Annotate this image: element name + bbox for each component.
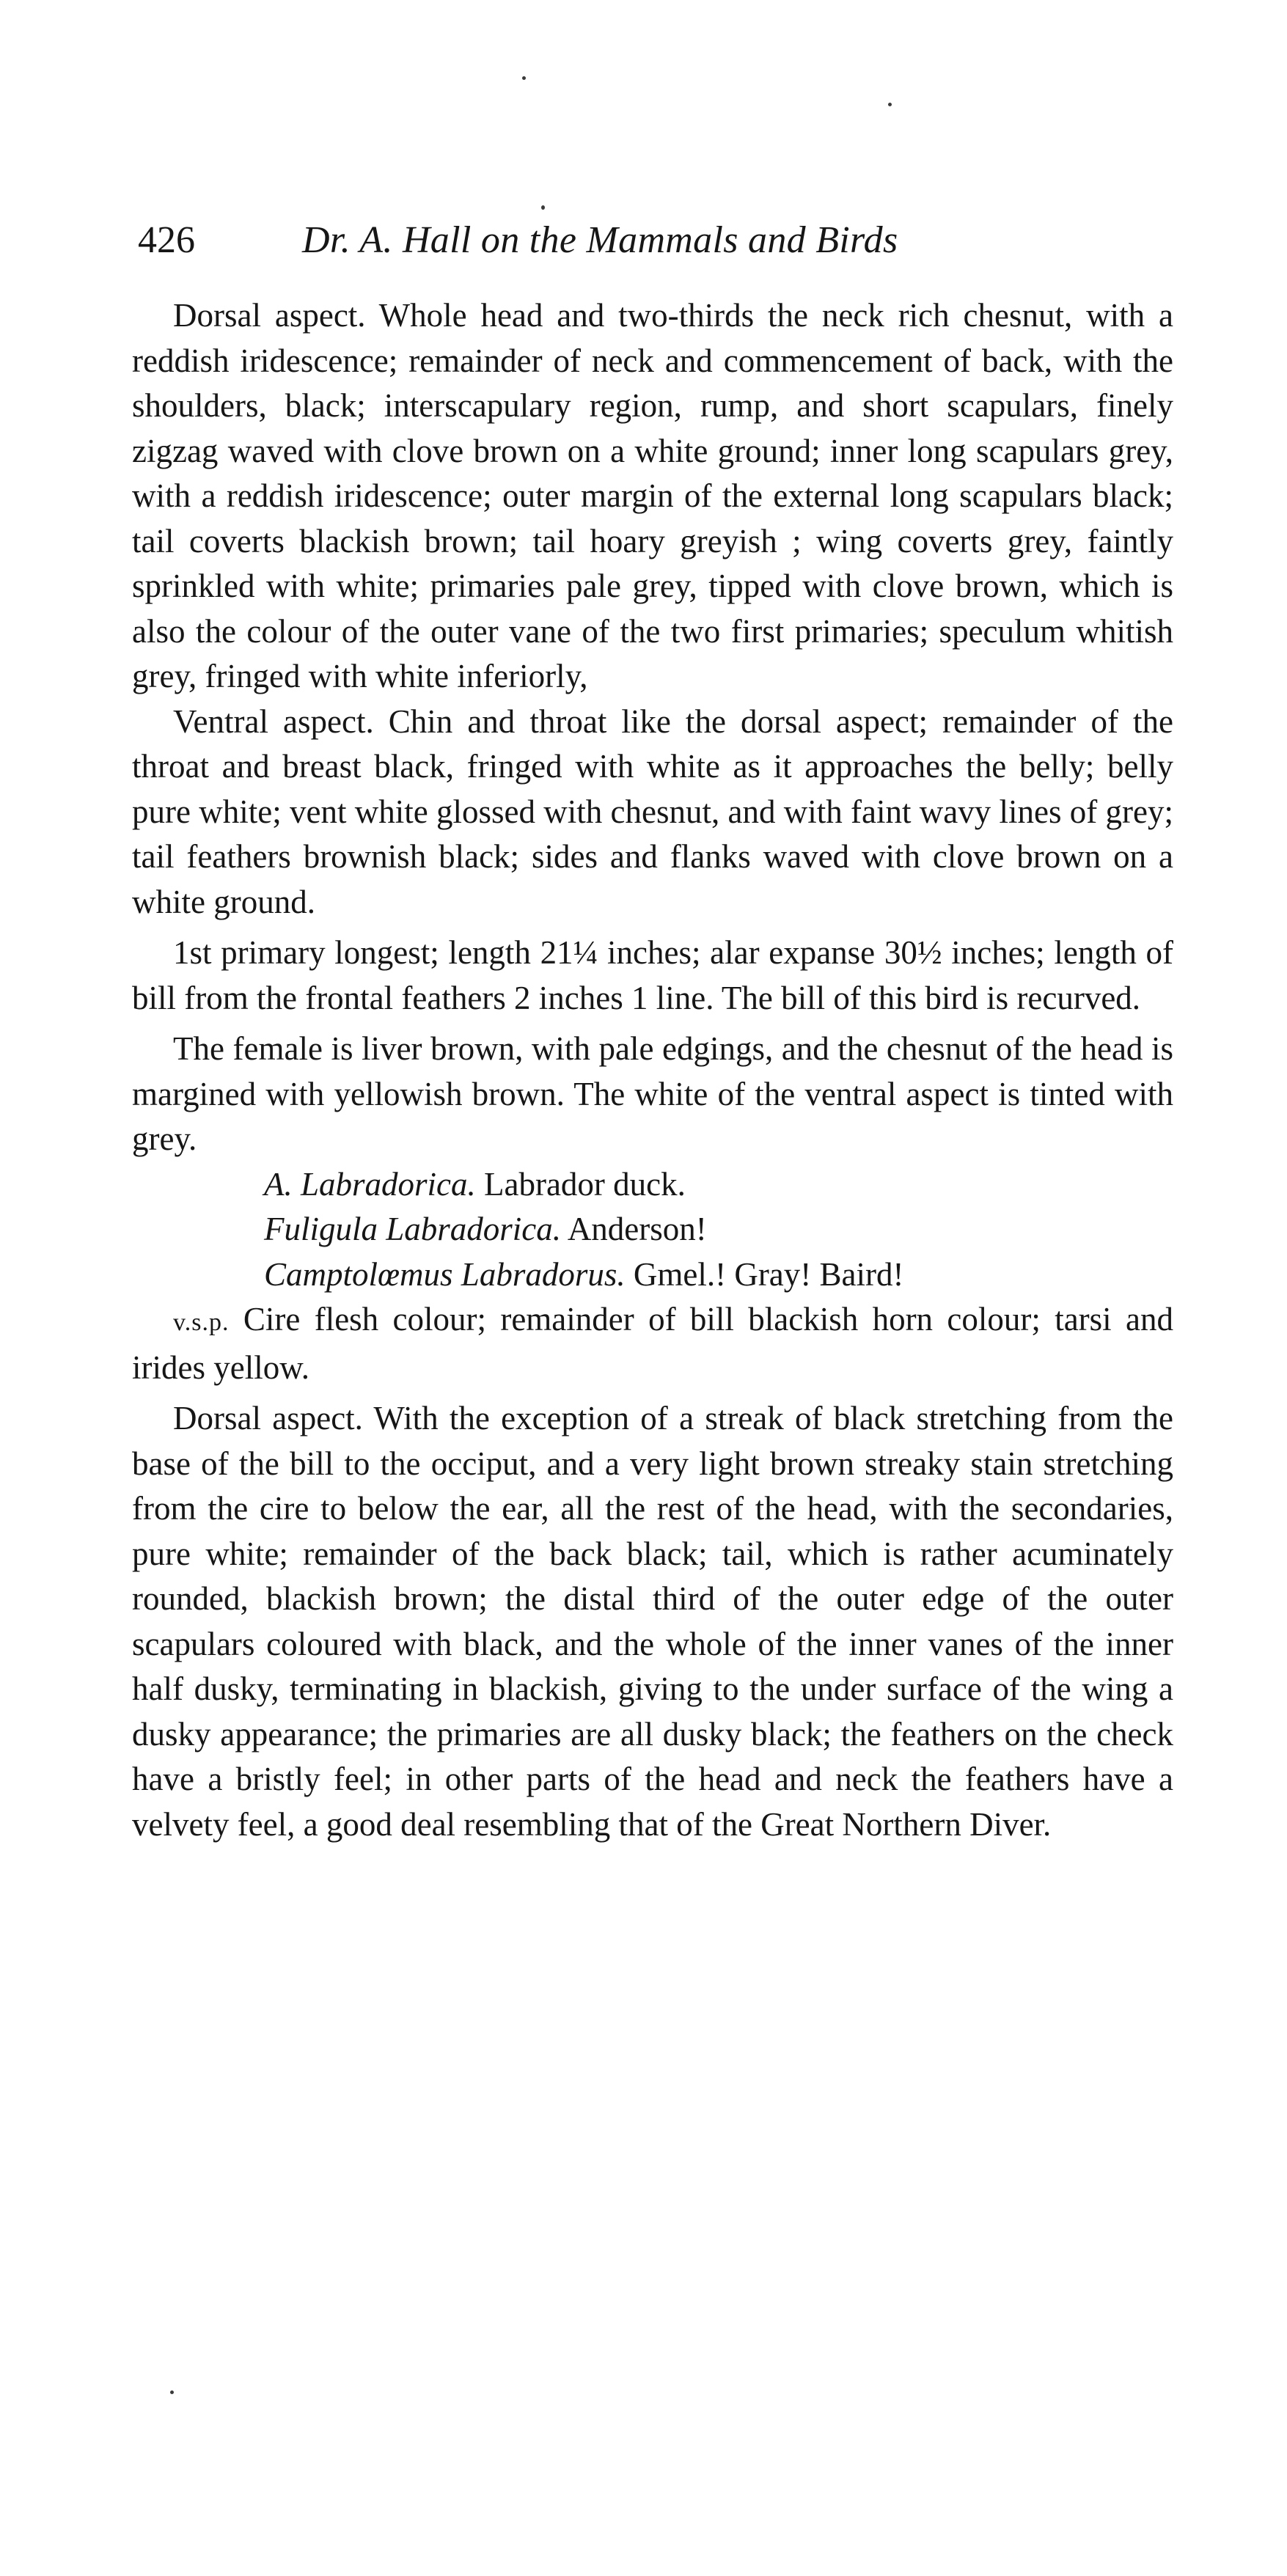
running-title: Dr. A. Hall on the Mammals and Birds — [302, 219, 898, 261]
ink-speck — [170, 2390, 174, 2394]
ink-speck — [522, 76, 526, 80]
running-header — [138, 211, 1179, 270]
soft-parts-text: Cire flesh colour; remainder of bill blackish horn colour; tarsi and irides yellow. — [132, 1301, 1174, 1386]
body-text — [132, 293, 1173, 1847]
synonym-line — [132, 1252, 1173, 1298]
synonym-line — [132, 1207, 1173, 1252]
specimen-label: v.s.p. — [173, 1309, 230, 1336]
synonym-line — [132, 1162, 1173, 1208]
synonym-authority: Anderson! — [567, 1211, 707, 1247]
synonym-name: Fuligula Labradorica. — [264, 1211, 562, 1247]
synonym-name: A. Labradorica. — [264, 1165, 476, 1203]
paragraph-measurements: 1st primary longest; length 21¼ inches; alar expanse 30½ inches; length of bill from the frontal feathers 2 inches 1 line. The bill of this bird is recurved. — [132, 934, 1173, 1016]
paragraph-ventral-aspect: Ventral aspect. Chin and throat like the dorsal aspect; remainder of the throat and breast black, fringed with white as it approaches the belly; belly pure white; vent white glossed with chesnut, and with faint wavy lines of grey; tail feathers brownish black; sides and flanks waved with clove brown on a white ground. — [132, 702, 1173, 920]
paragraph-soft-parts — [132, 1297, 1173, 1390]
paragraph-dorsal-aspect-labrador: Dorsal aspect. With the exception of a streak of black stretching from the base of the bill to the occiput, and a very light brown streaky stain stretching from the cire to below the ear, all the rest of the head, with the secondaries, pure white; remainder of the back black; tail, which is rather acuminately rounded, blackish brown; the distal third of the outer edge of the outer scapulars coloured with black, and the whole of the inner vanes of the inner half dusky, terminating in blackish, giving to the under surface of the wing a dusky appearance; the primaries are all dusky black; the feathers on the check have a bristly feel; in other parts of the head and neck the feathers have a velvety feel, a good deal resembling that of the Great Northern Diver. — [132, 1400, 1173, 1843]
ink-speck — [888, 103, 892, 106]
paragraph-female: The female is liver brown, with pale edgings, and the chesnut of the head is margined with yellowish brown. The white of the ventral aspect is tinted with grey. — [132, 1030, 1173, 1157]
ink-speck — [541, 205, 545, 210]
synonym-authority: Labrador duck. — [484, 1165, 686, 1203]
synonym-authority: Gmel.! Gray! Baird! — [633, 1255, 904, 1293]
synonym-name: Camptolœmus Labradorus. — [264, 1255, 626, 1293]
page-number: 426 — [138, 219, 195, 261]
paragraph-dorsal-aspect-male: Dorsal aspect. Whole head and two-thirds the neck rich chesnut, with a reddish iridescence; remainder of neck and commencement of back, with the shoulders, black; interscapulary region, rump, and short scapulars, finely zigzag waved with clove brown on a white ground; inner long scapulars grey, with a reddish iridescence; outer margin of the external long scapulars black; tail coverts blackish brown; tail hoary greyish ; wing coverts grey, faintly sprinkled with white; primaries pale grey, tipped with clove brown, which is also the colour of the outer vane of the two first primaries; speculum whitish grey, fringed with white inferiorly, — [132, 297, 1173, 694]
